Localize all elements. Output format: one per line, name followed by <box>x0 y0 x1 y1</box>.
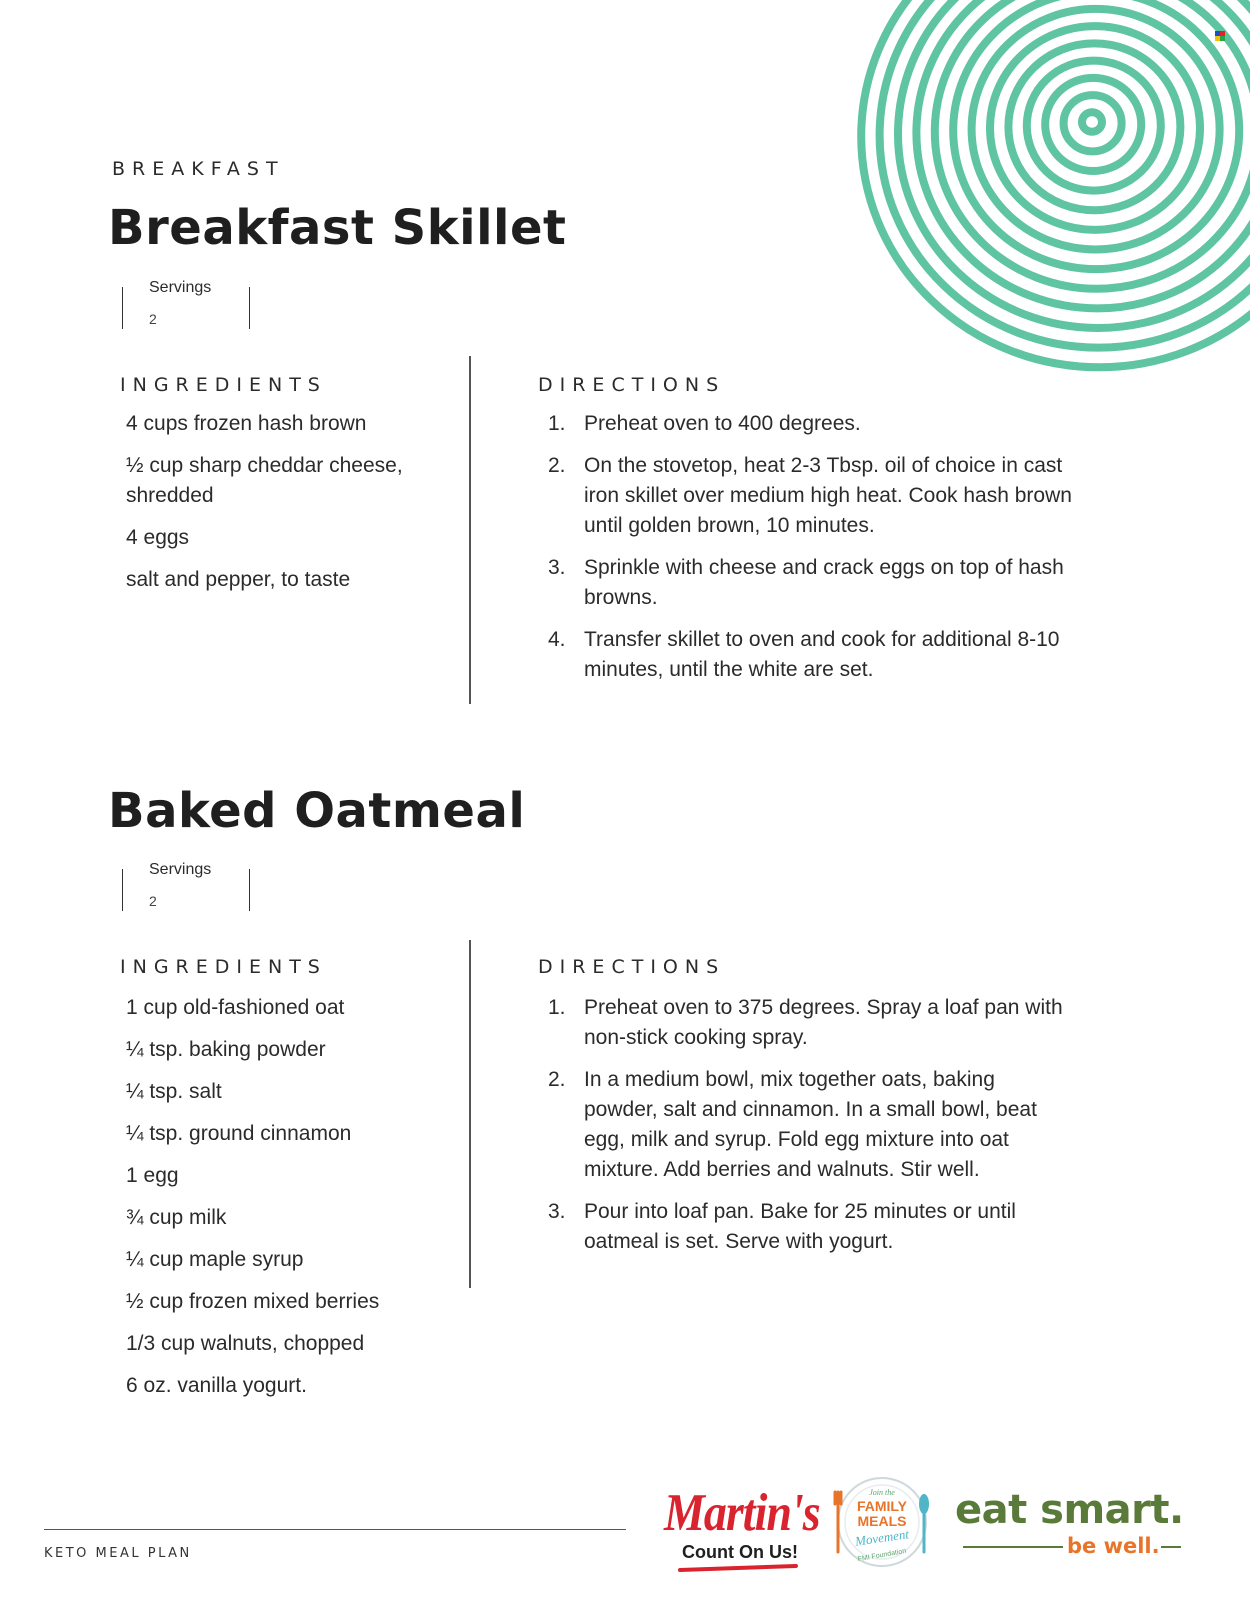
footer-label: KETO MEAL PLAN <box>44 1546 192 1561</box>
directions-list <box>538 409 1073 697</box>
ingredient-item: 1 egg <box>126 1164 179 1187</box>
direction-step <box>538 1197 1073 1257</box>
step-text: Sprinkle with cheese and crack eggs on top of hash browns. <box>584 556 1064 609</box>
recipe-title: Baked Oatmeal <box>108 783 526 839</box>
ingredient-item: 1/3 cup walnuts, chopped <box>126 1332 365 1355</box>
ingredient-item: ¼ tsp. ground cinnamon <box>126 1122 352 1145</box>
swirl-ring <box>1082 112 1102 131</box>
directions-heading: DIRECTIONS <box>538 374 726 396</box>
step-number: 4. <box>548 628 566 651</box>
ingredient-item: ½ cup sharp cheddar cheese, shredded <box>126 454 403 507</box>
directions-list <box>538 993 1073 1269</box>
step-text: Transfer skillet to oven and cook for additional 8-10 minutes, until the white are set. <box>584 628 1060 681</box>
servings-box <box>122 861 250 911</box>
step-text: Preheat oven to 375 degrees. Spray a loaf pan with non-stick cooking spray. <box>584 996 1063 1049</box>
be-well-left-rule <box>963 1546 1063 1548</box>
servings-value: 2 <box>149 893 157 909</box>
ingredient-item: 6 oz. vanilla yogurt. <box>126 1374 307 1397</box>
ingredient-item: 4 cups frozen hash brown <box>126 412 367 435</box>
step-number: 3. <box>548 1200 566 1223</box>
family-meals-script: Movement <box>854 1526 910 1549</box>
step-text: In a medium bowl, mix together oats, baking powder, salt and cinnamon. In a small bowl, beat egg, milk and syrup. Fold egg mixture into oat mixture. Add berries and walnuts. Stir well. <box>584 1068 1037 1181</box>
servings-label: Servings <box>149 279 212 296</box>
step-text: On the stovetop, heat 2-3 Tbsp. oil of choice in cast iron skillet over medium high heat. Cook hash brown until golden brown, 10 minutes. <box>584 454 1072 537</box>
be-well-row <box>955 1534 1185 1558</box>
directions-heading: DIRECTIONS <box>538 956 726 978</box>
step-number: 3. <box>548 556 566 579</box>
step-number: 1. <box>548 412 566 435</box>
ingredient-item: ¼ tsp. baking powder <box>126 1038 326 1061</box>
ingredient-item: ½ cup frozen mixed berries <box>126 1290 380 1313</box>
servings-value: 2 <box>149 311 157 327</box>
direction-step <box>538 409 1073 439</box>
direction-step <box>538 993 1073 1053</box>
step-number: 1. <box>548 996 566 1019</box>
ingredient-item: ¾ cup milk <box>126 1206 227 1229</box>
step-text: Preheat oven to 400 degrees. <box>584 412 861 435</box>
martins-logo <box>664 1482 820 1574</box>
servings-box <box>122 279 250 329</box>
family-meals-badge <box>832 1472 932 1572</box>
swirl-ring <box>1064 95 1122 151</box>
footer-divider <box>44 1529 626 1530</box>
direction-step <box>538 451 1073 541</box>
ingredient-item: 1 cup old-fashioned oat <box>126 996 345 1019</box>
direction-step <box>538 625 1073 685</box>
direction-step <box>538 553 1073 613</box>
step-text: Pour into loaf pan. Bake for 25 minutes or until oatmeal is set. Serve with yogurt. <box>584 1200 1016 1253</box>
ingredient-item: salt and pepper, to taste <box>126 568 351 591</box>
be-well-text: be well. <box>1067 1534 1160 1558</box>
ingredients-heading: INGREDIENTS <box>120 374 327 396</box>
eat-smart-wordmark: eat smart. <box>955 1487 1184 1533</box>
family-meals-title-1: FAMILY <box>856 1498 908 1514</box>
swirl-ring <box>1008 43 1180 210</box>
servings-label: Servings <box>149 861 212 878</box>
color-mark-icon <box>1215 31 1225 41</box>
ingredient-item: ¼ cup maple syrup <box>126 1248 304 1271</box>
step-number: 2. <box>548 1068 566 1091</box>
column-divider <box>469 940 471 1288</box>
ingredient-item: 4 eggs <box>126 526 190 549</box>
direction-step <box>538 1065 1073 1185</box>
family-meals-top: Join the <box>869 1488 895 1497</box>
martins-tagline: Count On Us! <box>682 1542 798 1562</box>
eat-smart-logo <box>955 1488 1185 1558</box>
family-meals-sub: FMI Foundation <box>857 1547 907 1564</box>
martins-wordmark: Martin's <box>664 1482 820 1542</box>
ingredient-item: ¼ tsp. salt <box>126 1080 222 1103</box>
ingredients-heading: INGREDIENTS <box>120 956 327 978</box>
ingredients-list <box>126 993 456 1413</box>
recipe-title: Breakfast Skillet <box>108 200 567 256</box>
be-well-right-rule <box>1161 1546 1181 1548</box>
step-number: 2. <box>548 454 566 477</box>
recipe-category: BREAKFAST <box>112 158 285 180</box>
ingredients-list <box>126 409 436 607</box>
column-divider <box>469 356 471 704</box>
family-meals-title-2: MEALS <box>857 1513 907 1529</box>
concentric-swirl-graphic <box>840 0 1250 372</box>
martins-underline <box>678 1564 798 1572</box>
